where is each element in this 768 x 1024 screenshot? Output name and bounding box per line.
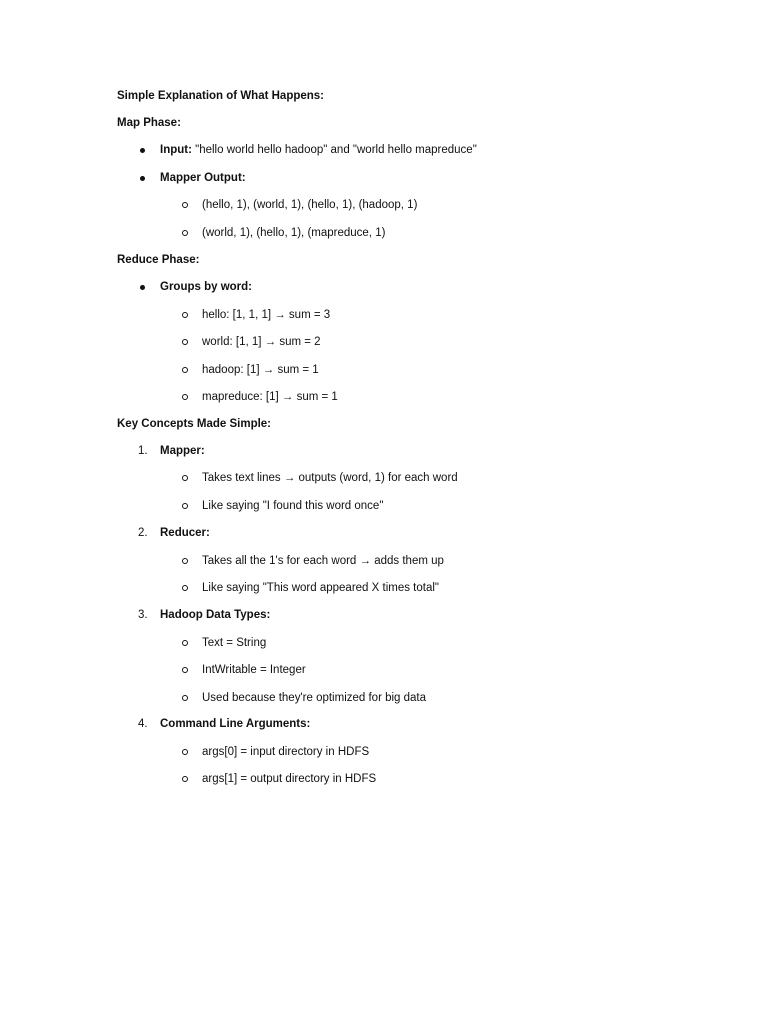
bullet-circle-icon bbox=[182, 367, 188, 373]
reduce-phase-heading: Reduce Phase: bbox=[117, 254, 200, 266]
concept-subitem: Used because they're optimized for big data bbox=[202, 692, 427, 704]
group-item: hello: [1, 1, 1] → sum = 3 bbox=[202, 309, 331, 321]
concept-subitem: Like saying "I found this word once" bbox=[202, 500, 384, 512]
bullet-dot-icon bbox=[140, 148, 145, 153]
group-item: world: [1, 1] → sum = 2 bbox=[202, 336, 321, 348]
bullet-circle-icon bbox=[182, 749, 188, 755]
bullet-circle-icon bbox=[182, 503, 188, 509]
bullet-circle-icon bbox=[182, 558, 188, 564]
group-item: mapreduce: [1] → sum = 1 bbox=[202, 391, 338, 403]
mapper-output-label: Mapper Output: bbox=[160, 172, 246, 184]
input-item bbox=[160, 143, 477, 157]
concept-subitem: Takes text lines → outputs (word, 1) for each word bbox=[202, 472, 458, 484]
concept-subitem: args[0] = input directory in HDFS bbox=[202, 746, 370, 758]
list-number: 2. bbox=[138, 527, 148, 539]
bullet-circle-icon bbox=[182, 475, 188, 481]
concept-subitem: IntWritable = Integer bbox=[202, 664, 306, 676]
mapper-output-item: (world, 1), (hello, 1), (mapreduce, 1) bbox=[202, 227, 386, 239]
bullet-circle-icon bbox=[182, 230, 188, 236]
bullet-circle-icon bbox=[182, 667, 188, 673]
bullet-dot-icon bbox=[140, 285, 145, 290]
input-value: "hello world hello hadoop" and "world hello mapreduce" bbox=[191, 144, 477, 156]
list-number: 3. bbox=[138, 609, 148, 621]
bullet-circle-icon bbox=[182, 776, 188, 782]
bullet-circle-icon bbox=[182, 339, 188, 345]
list-number: 1. bbox=[138, 445, 148, 457]
list-number: 4. bbox=[138, 718, 148, 730]
bullet-dot-icon bbox=[140, 176, 145, 181]
concept-label-mapper: Mapper: bbox=[160, 445, 205, 457]
concept-label-data-types: Hadoop Data Types: bbox=[160, 609, 271, 621]
document-title: Simple Explanation of What Happens: bbox=[117, 90, 325, 102]
key-concepts-heading: Key Concepts Made Simple: bbox=[117, 418, 272, 430]
concept-subitem: Like saying "This word appeared X times total" bbox=[202, 582, 440, 594]
concept-subitem: Text = String bbox=[202, 637, 267, 649]
map-phase-heading: Map Phase: bbox=[117, 117, 181, 129]
bullet-circle-icon bbox=[182, 640, 188, 646]
concept-subitem: Takes all the 1's for each word → adds them up bbox=[202, 555, 444, 567]
concept-subitem: args[1] = output directory in HDFS bbox=[202, 773, 377, 785]
group-item: hadoop: [1] → sum = 1 bbox=[202, 364, 319, 376]
input-label: Input: bbox=[160, 144, 192, 156]
bullet-circle-icon bbox=[182, 202, 188, 208]
concept-label-reducer: Reducer: bbox=[160, 527, 210, 539]
bullet-circle-icon bbox=[182, 312, 188, 318]
bullet-circle-icon bbox=[182, 695, 188, 701]
bullet-circle-icon bbox=[182, 585, 188, 591]
mapper-output-item: (hello, 1), (world, 1), (hello, 1), (hadoop, 1) bbox=[202, 199, 418, 211]
groups-label: Groups by word: bbox=[160, 281, 252, 293]
bullet-circle-icon bbox=[182, 394, 188, 400]
concept-label-command-line: Command Line Arguments: bbox=[160, 718, 311, 730]
